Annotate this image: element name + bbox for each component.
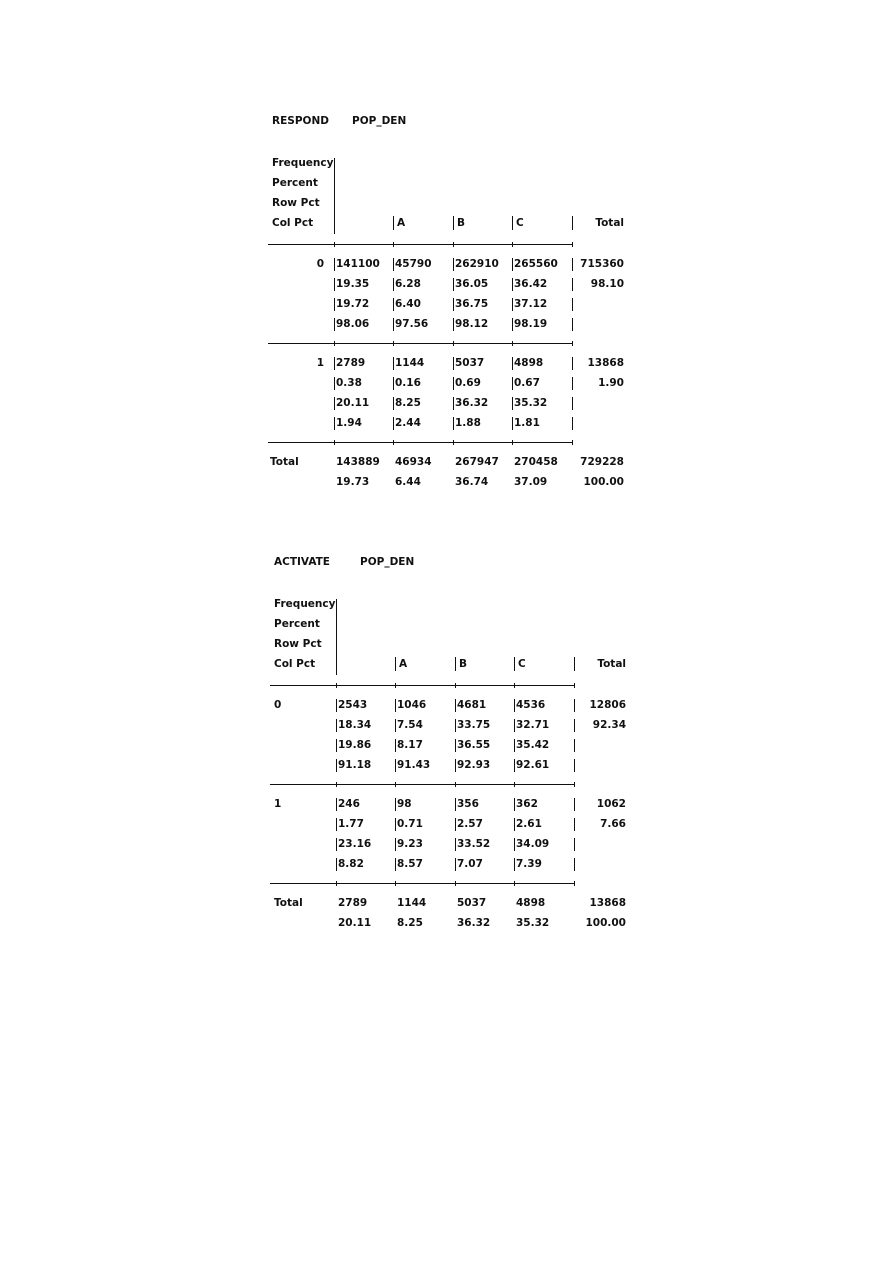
totals-separator-tick [455,881,456,886]
cell-divider [393,278,394,291]
cell-divider [336,699,337,712]
cell-divider [395,838,396,851]
cell-value: 7.07 [457,858,483,870]
cell-divider [512,357,513,370]
totals-separator-tick [572,440,573,445]
column-header-divider [453,216,454,230]
column-total-value: 19.73 [336,476,370,488]
cell-divider [514,798,515,811]
cell-value: 356 [457,798,479,810]
cell-divider [336,838,337,851]
stat-label: Frequency [272,157,334,169]
row-category-label: 1 [274,798,282,810]
cell-value: 246 [338,798,360,810]
crosstab-respond-by-popden [268,114,628,494]
cell-value: 33.52 [457,838,491,850]
cell-divider [395,858,396,871]
cell-divider [514,699,515,712]
cell-divider [455,858,456,871]
column-total-value: 46934 [395,456,432,468]
column-total-value: 5037 [457,897,487,909]
cell-value: 9.23 [397,838,423,850]
cell-value: 5037 [455,357,485,369]
cell-divider [572,298,573,311]
row-separator [270,784,575,785]
cell-value: 36.42 [514,278,548,290]
cell-value: 34.09 [516,838,550,850]
cell-divider [334,278,335,291]
column-total-value: 270458 [514,456,558,468]
cell-value: 0.69 [455,377,481,389]
cell-divider [572,278,573,291]
column-total-value: 37.09 [514,476,548,488]
row-separator-tick [453,242,454,247]
totals-separator [270,883,575,884]
cell-divider [336,759,337,772]
row-separator-tick [393,242,394,247]
grand-total-value: 13868 [589,897,626,909]
cell-value: 8.57 [397,858,423,870]
row-separator-tick [453,341,454,346]
cell-value: 18.34 [338,719,372,731]
cell-divider [334,258,335,271]
column-header-divider [395,657,396,671]
cell-divider [453,377,454,390]
cell-divider [453,298,454,311]
cell-divider [574,759,575,772]
cell-divider [453,258,454,271]
row-category-label: 0 [316,258,324,270]
stub-divider [334,158,335,234]
cell-divider [334,417,335,430]
cell-divider [512,397,513,410]
cell-divider [572,258,573,271]
cell-divider [334,397,335,410]
stat-label: Percent [274,618,320,630]
row-separator-tick [574,782,575,787]
cell-divider [512,417,513,430]
cell-divider [514,858,515,871]
cell-divider [455,818,456,831]
cell-divider [514,818,515,831]
row-total-value: 1062 [596,798,626,810]
cell-divider [514,739,515,752]
column-total-value: 36.74 [455,476,489,488]
cell-divider [574,858,575,871]
cell-value: 262910 [455,258,499,270]
cell-divider [572,397,573,410]
cell-value: 8.82 [338,858,364,870]
row-separator-tick [395,683,396,688]
totals-separator-tick [393,440,394,445]
cell-divider [572,417,573,430]
cell-value: 19.86 [338,739,372,751]
cell-value: 98.12 [455,318,489,330]
cell-divider [336,858,337,871]
cell-divider [455,719,456,732]
row-total-value: 98.10 [590,278,624,290]
row-separator-tick [514,782,515,787]
cell-divider [572,377,573,390]
grand-total-value: 100.00 [585,917,626,929]
cell-divider [395,798,396,811]
cell-value: 97.56 [395,318,429,330]
row-variable-name: ACTIVATE [274,556,330,568]
row-total-value: 13868 [587,357,624,369]
cell-value: 98.06 [336,318,370,330]
cell-divider [572,318,573,331]
cell-divider [393,318,394,331]
row-separator-tick [334,341,335,346]
cell-value: 2.44 [395,417,421,429]
row-total-value: 92.34 [592,719,626,731]
row-separator-tick [336,683,337,688]
cell-value: 6.40 [395,298,421,310]
column-total-value: 143889 [336,456,380,468]
cell-divider [336,719,337,732]
column-header-divider [514,657,515,671]
cell-value: 37.12 [514,298,548,310]
cell-value: 7.54 [397,719,423,731]
cell-divider [453,357,454,370]
column-header-divider [574,657,575,671]
cell-divider [334,298,335,311]
cell-value: 98 [397,798,412,810]
row-separator-tick [572,242,573,247]
column-variable-name: POP_DEN [360,556,415,568]
totals-separator-tick [395,881,396,886]
cell-divider [334,357,335,370]
cell-value: 32.71 [516,719,550,731]
row-separator-tick [574,683,575,688]
column-header: A [397,217,406,229]
cell-divider [393,377,394,390]
cell-value: 0.67 [514,377,540,389]
cell-value: 91.43 [397,759,431,771]
cell-value: 2789 [336,357,366,369]
cell-divider [395,719,396,732]
stat-label: Row Pct [272,197,320,209]
cell-value: 1.88 [455,417,481,429]
column-total-value: 2789 [338,897,368,909]
cell-divider [393,417,394,430]
column-header-divider [393,216,394,230]
cell-divider [514,838,515,851]
totals-separator [268,442,573,443]
cell-divider [574,719,575,732]
cell-value: 4536 [516,699,546,711]
cell-divider [395,699,396,712]
row-separator-tick [512,341,513,346]
column-header: B [457,217,466,229]
row-total-value: 7.66 [600,818,626,830]
cell-divider [453,318,454,331]
column-header: C [516,217,524,229]
cell-value: 98.19 [514,318,548,330]
row-total-value: 715360 [580,258,624,270]
row-category-label: 0 [274,699,282,711]
cell-value: 92.93 [457,759,491,771]
cell-value: 19.72 [336,298,370,310]
cell-value: 141100 [336,258,380,270]
cell-value: 45790 [395,258,432,270]
cell-divider [334,377,335,390]
column-variable-name: POP_DEN [352,115,407,127]
cell-value: 19.35 [336,278,370,290]
cell-divider [574,798,575,811]
column-total-value: 20.11 [338,917,372,929]
cell-divider [512,278,513,291]
cell-value: 4681 [457,699,487,711]
cell-value: 0.71 [397,818,423,830]
cell-divider [453,397,454,410]
cell-divider [574,818,575,831]
cell-value: 2.57 [457,818,483,830]
stat-label: Row Pct [274,638,322,650]
column-header-divider [512,216,513,230]
cell-divider [512,318,513,331]
cell-value: 20.11 [336,397,370,409]
cell-value: 0.16 [395,377,421,389]
cell-divider [455,838,456,851]
stat-label: Col Pct [274,658,316,670]
column-header-divider [455,657,456,671]
cell-value: 2543 [338,699,368,711]
cell-divider [455,699,456,712]
row-total-value: 1.90 [598,377,624,389]
cell-value: 1144 [395,357,425,369]
cell-value: 362 [516,798,538,810]
cell-divider [336,739,337,752]
row-separator-tick [334,242,335,247]
cell-divider [512,377,513,390]
row-separator-tick [455,782,456,787]
stat-label: Col Pct [272,217,314,229]
row-separator-tick [455,683,456,688]
total-column-header: Total [595,217,624,229]
cell-divider [572,357,573,370]
cell-value: 92.61 [516,759,550,771]
row-total-value: 12806 [589,699,626,711]
cell-divider [395,759,396,772]
totals-separator-tick [336,881,337,886]
cell-value: 33.75 [457,719,491,731]
cell-divider [512,298,513,311]
cell-divider [393,258,394,271]
grand-total-value: 100.00 [583,476,624,488]
column-total-value: 6.44 [395,476,421,488]
cell-value: 23.16 [338,838,372,850]
column-total-value: 8.25 [397,917,423,929]
cell-divider [453,417,454,430]
cell-divider [453,278,454,291]
cell-value: 1.94 [336,417,362,429]
column-header-divider [572,216,573,230]
column-total-value: 1144 [397,897,427,909]
totals-separator-tick [512,440,513,445]
cell-divider [455,739,456,752]
cell-divider [574,838,575,851]
cell-value: 35.42 [516,739,550,751]
cell-value: 8.25 [395,397,421,409]
grand-total-value: 729228 [580,456,624,468]
column-total-value: 35.32 [516,917,550,929]
cell-value: 1.77 [338,818,364,830]
row-separator-tick [512,242,513,247]
row-separator-tick [572,341,573,346]
cell-divider [334,318,335,331]
cell-value: 7.39 [516,858,542,870]
row-separator-tick [336,782,337,787]
cell-value: 36.75 [455,298,489,310]
row-separator [268,343,573,344]
cell-value: 35.32 [514,397,548,409]
totals-separator-tick [453,440,454,445]
row-separator-tick [395,782,396,787]
totals-row-label: Total [274,897,303,909]
cell-divider [574,739,575,752]
row-variable-name: RESPOND [272,115,329,127]
cell-value: 36.32 [455,397,489,409]
row-separator [268,244,573,245]
row-separator [270,685,575,686]
cell-divider [395,818,396,831]
cell-value: 36.55 [457,739,491,751]
column-total-value: 36.32 [457,917,491,929]
column-header: C [518,658,526,670]
cell-divider [395,739,396,752]
totals-separator-tick [514,881,515,886]
column-header: B [459,658,468,670]
cell-divider [455,759,456,772]
cell-divider [393,357,394,370]
cell-divider [455,798,456,811]
cell-divider [393,397,394,410]
column-total-value: 267947 [455,456,499,468]
cell-value: 1046 [397,699,427,711]
totals-separator-tick [574,881,575,886]
cell-value: 6.28 [395,278,421,290]
column-total-value: 4898 [516,897,546,909]
cell-value: 8.17 [397,739,423,751]
cell-divider [336,798,337,811]
crosstab-activate-by-popden [270,555,630,935]
cell-value: 36.05 [455,278,489,290]
total-column-header: Total [597,658,626,670]
cell-divider [514,759,515,772]
stub-divider [336,599,337,675]
row-category-label: 1 [316,357,324,369]
row-separator-tick [393,341,394,346]
cell-value: 91.18 [338,759,372,771]
stat-label: Frequency [274,598,336,610]
cell-divider [514,719,515,732]
cell-value: 4898 [514,357,544,369]
row-separator-tick [514,683,515,688]
totals-row-label: Total [270,456,299,468]
column-header: A [399,658,408,670]
cell-divider [512,258,513,271]
stat-label: Percent [272,177,318,189]
cell-value: 1.81 [514,417,540,429]
cell-divider [393,298,394,311]
cell-value: 2.61 [516,818,542,830]
cell-divider [574,699,575,712]
totals-separator-tick [334,440,335,445]
cell-value: 0.38 [336,377,362,389]
cell-divider [336,818,337,831]
cell-value: 265560 [514,258,558,270]
